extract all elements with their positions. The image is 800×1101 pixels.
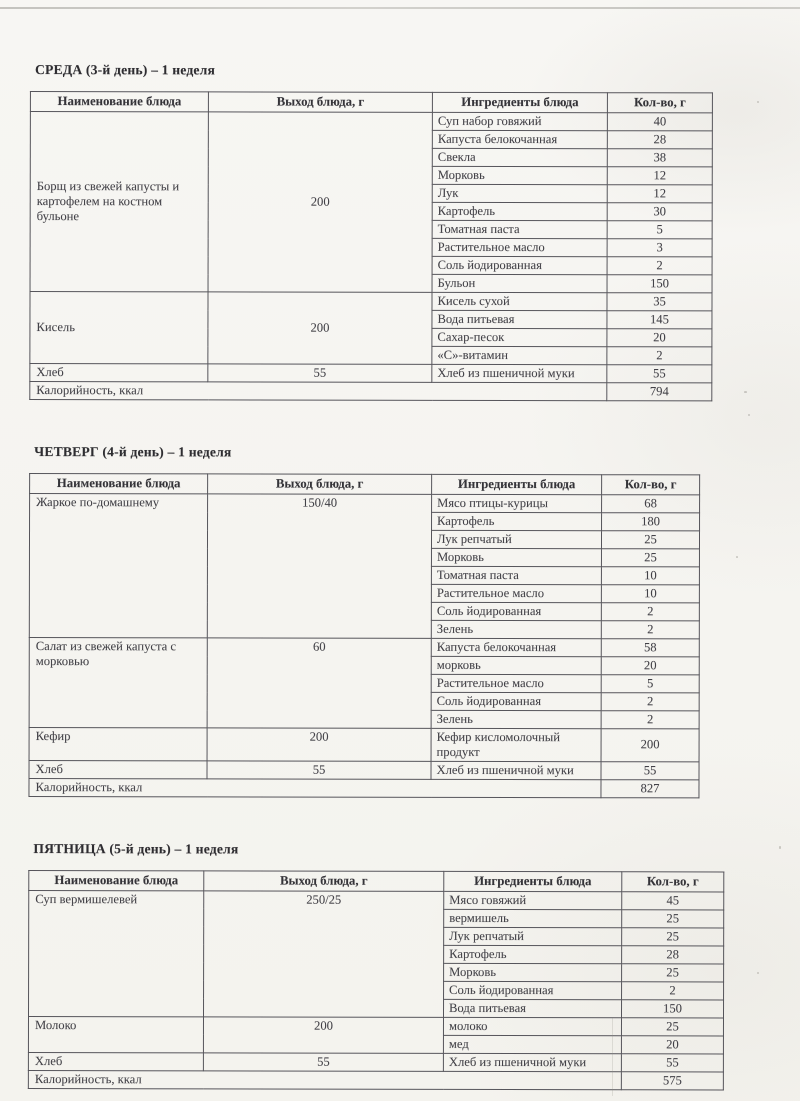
quantity-cell: 5 xyxy=(607,221,712,239)
quantity-cell: 38 xyxy=(607,149,712,167)
quantity-cell: 25 xyxy=(622,963,724,981)
quantity-cell: 2 xyxy=(601,693,699,711)
day-title: ЧЕТВЕРГ (4-й день) – 1 неделя xyxy=(34,444,232,460)
header-row xyxy=(30,474,700,495)
header-row xyxy=(30,92,712,113)
ingredient-cell: Лук репчатый xyxy=(444,927,622,945)
scan-speck xyxy=(757,101,759,103)
table-row xyxy=(30,494,700,513)
ingredient-cell: Хлеб из пшеничной муки xyxy=(443,1053,621,1071)
quantity-cell: 2 xyxy=(622,981,724,999)
output-cell: 55 xyxy=(203,1052,443,1071)
output-cell: 55 xyxy=(207,760,431,778)
ingredient-cell: Картофель xyxy=(432,202,607,220)
day-title: ПЯТНИЦА (5-й день) – 1 неделя xyxy=(33,840,239,857)
quantity-cell: 40 xyxy=(607,113,712,131)
table-row xyxy=(30,364,712,383)
scan-line-artifact xyxy=(612,1018,613,1096)
ingredient-cell: Свекла xyxy=(432,148,607,166)
output-cell: 55 xyxy=(208,364,432,382)
ingredient-cell: Суп набор говяжий xyxy=(432,112,607,130)
calories-row xyxy=(28,1070,723,1089)
ingredient-cell: Хлеб из пшеничной муки xyxy=(431,761,601,779)
dish-cell: Борщ из свежей капусты и картофелем на костном бульоне xyxy=(30,112,208,292)
ingredient-cell: Капуста белокочанная xyxy=(432,130,607,148)
quantity-cell: 28 xyxy=(622,945,724,963)
output-cell: 200 xyxy=(208,112,432,292)
menu-table xyxy=(29,91,713,401)
quantity-cell: 25 xyxy=(622,909,724,927)
day-title: СРЕДА (3-й день) – 1 неделя xyxy=(34,62,216,78)
dish-cell: Салат из свежей капуста с морковью xyxy=(29,637,207,727)
calories-row xyxy=(30,382,712,401)
column-header: Ингредиенты блюда xyxy=(432,92,607,112)
scan-speck xyxy=(748,414,750,416)
table-row xyxy=(30,292,712,311)
quantity-cell: 20 xyxy=(621,1035,723,1053)
ingredient-cell: Зелень xyxy=(431,710,601,728)
ingredient-cell: Кефир кисломолочный продукт xyxy=(431,728,601,761)
ingredient-cell: Кисель сухой xyxy=(432,292,607,310)
scan-edge-artifact xyxy=(0,7,800,9)
ingredient-cell: Бульон xyxy=(432,274,607,292)
table-row xyxy=(29,760,699,779)
ingredient-cell: Морковь xyxy=(444,963,622,981)
ingredient-cell: Зелень xyxy=(431,620,601,638)
table-row xyxy=(29,637,699,656)
output-cell: 60 xyxy=(207,638,431,728)
ingredient-cell: Лук xyxy=(432,184,607,202)
dish-cell: Суп вермишелевей xyxy=(29,890,204,1016)
dish-cell: Хлеб xyxy=(28,1052,203,1070)
menu-day-section xyxy=(28,841,734,1090)
quantity-cell: 2 xyxy=(601,621,699,639)
ingredient-cell: Растительное масло xyxy=(431,674,601,692)
quantity-cell: 25 xyxy=(601,549,699,567)
ingredient-cell: «С»-витамин xyxy=(432,346,607,364)
ingredient-cell: Капуста белокочанная xyxy=(431,638,601,656)
calories-value-cell: 827 xyxy=(601,779,699,797)
calories-label-cell: Калорийность, ккал xyxy=(29,778,601,797)
scan-speck xyxy=(744,391,747,393)
menu-day-section xyxy=(28,444,734,798)
quantity-cell: 25 xyxy=(621,1017,723,1035)
menu-table xyxy=(28,870,724,1090)
ingredient-cell: Сахар-песок xyxy=(432,328,607,346)
calories-value-cell: 575 xyxy=(621,1071,723,1089)
quantity-cell: 12 xyxy=(607,167,712,185)
calories-value-cell: 794 xyxy=(607,383,712,401)
scan-speck xyxy=(736,556,738,558)
calories-label-cell: Калорийность, ккал xyxy=(30,382,607,401)
column-header: Выход блюда, г xyxy=(208,474,432,494)
dish-cell: Кисель xyxy=(30,292,208,364)
dish-cell: Хлеб xyxy=(29,760,207,778)
ingredient-cell: Мясо говяжий xyxy=(444,891,622,909)
output-cell: 200 xyxy=(207,728,431,761)
quantity-cell: 58 xyxy=(601,639,699,657)
table-row xyxy=(29,727,699,761)
quantity-cell: 55 xyxy=(601,761,699,779)
table-row xyxy=(29,890,724,909)
quantity-cell: 28 xyxy=(607,131,712,149)
quantity-cell: 2 xyxy=(607,257,712,275)
ingredient-cell: Хлеб из пшеничной муки xyxy=(432,364,607,382)
quantity-cell: 25 xyxy=(622,927,724,945)
quantity-cell: 25 xyxy=(601,531,699,549)
quantity-cell: 150 xyxy=(622,999,724,1017)
quantity-cell: 200 xyxy=(601,729,699,762)
quantity-cell: 145 xyxy=(607,311,712,329)
quantity-cell: 10 xyxy=(601,567,699,585)
ingredient-cell: Растительное масло xyxy=(432,238,607,256)
column-header: Кол-во, г xyxy=(607,93,712,113)
ingredient-cell: Морковь xyxy=(432,166,607,184)
column-header: Ингредиенты блюда xyxy=(444,871,622,891)
column-header: Выход блюда, г xyxy=(204,870,444,891)
quantity-cell: 2 xyxy=(607,347,712,365)
column-header: Выход блюда, г xyxy=(208,92,432,112)
quantity-cell: 5 xyxy=(601,675,699,693)
ingredient-cell: морковь xyxy=(431,656,601,674)
ingredient-cell: молоко xyxy=(443,1017,621,1035)
menu-table xyxy=(28,473,700,798)
quantity-cell: 2 xyxy=(601,603,699,621)
ingredient-cell: Соль йодированная xyxy=(431,602,601,620)
ingredient-cell: Соль йодированная xyxy=(432,256,607,274)
dish-cell: Кефир xyxy=(29,727,207,760)
quantity-cell: 2 xyxy=(601,711,699,729)
ingredient-cell: Картофель xyxy=(444,945,622,963)
dish-cell: Молоко xyxy=(28,1016,203,1052)
column-header: Наименование блюда xyxy=(30,92,208,112)
column-header: Кол-во, г xyxy=(622,871,724,891)
ingredient-cell: Вода питьевая xyxy=(432,310,607,328)
table-row xyxy=(28,1052,723,1071)
column-header: Кол-во, г xyxy=(602,475,700,495)
ingredient-cell: Картофель xyxy=(432,512,602,530)
quantity-cell: 12 xyxy=(607,185,712,203)
quantity-cell: 68 xyxy=(602,495,700,513)
ingredient-cell: Мясо птицы-курицы xyxy=(432,494,602,512)
ingredient-cell: Соль йодированная xyxy=(444,981,622,999)
quantity-cell: 10 xyxy=(601,585,699,603)
ingredient-cell: Лук репчатый xyxy=(431,530,601,548)
quantity-cell: 55 xyxy=(621,1053,723,1071)
table-row xyxy=(30,112,712,131)
scan-speck xyxy=(757,972,759,974)
ingredient-cell: мед xyxy=(443,1035,621,1053)
calories-row xyxy=(29,778,699,797)
quantity-cell: 3 xyxy=(607,239,712,257)
ingredient-cell: Томатная паста xyxy=(432,220,607,238)
quantity-cell: 55 xyxy=(607,365,712,383)
ingredient-cell: вермишель xyxy=(444,909,622,927)
calories-label-cell: Калорийность, ккал xyxy=(28,1070,621,1089)
output-cell: 150/40 xyxy=(207,494,431,638)
scan-speck xyxy=(779,846,781,849)
ingredient-cell: Томатная паста xyxy=(431,566,601,584)
output-cell: 200 xyxy=(203,1016,443,1053)
quantity-cell: 35 xyxy=(607,293,712,311)
ingredient-cell: Вода питьевая xyxy=(444,999,622,1017)
ingredient-cell: Морковь xyxy=(431,548,601,566)
column-header: Наименование блюда xyxy=(30,474,208,494)
header-row xyxy=(29,870,724,891)
sections xyxy=(28,62,735,1090)
output-cell: 200 xyxy=(208,292,432,364)
column-header: Наименование блюда xyxy=(29,870,204,890)
quantity-cell: 30 xyxy=(607,203,712,221)
dish-cell: Жаркое по-домашнему xyxy=(29,494,207,638)
quantity-cell: 20 xyxy=(607,329,712,347)
ingredient-cell: Растительное масло xyxy=(431,584,601,602)
quantity-cell: 20 xyxy=(601,657,699,675)
menu-day-section xyxy=(29,62,735,401)
quantity-cell: 150 xyxy=(607,275,712,293)
quantity-cell: 45 xyxy=(622,891,724,909)
table-row xyxy=(28,1016,723,1035)
column-header: Ингредиенты блюда xyxy=(432,474,602,494)
output-cell: 250/25 xyxy=(204,890,444,1017)
document-content xyxy=(28,62,735,1090)
quantity-cell: 180 xyxy=(602,513,700,531)
ingredient-cell: Соль йодированная xyxy=(431,692,601,710)
dish-cell: Хлеб xyxy=(30,364,208,382)
